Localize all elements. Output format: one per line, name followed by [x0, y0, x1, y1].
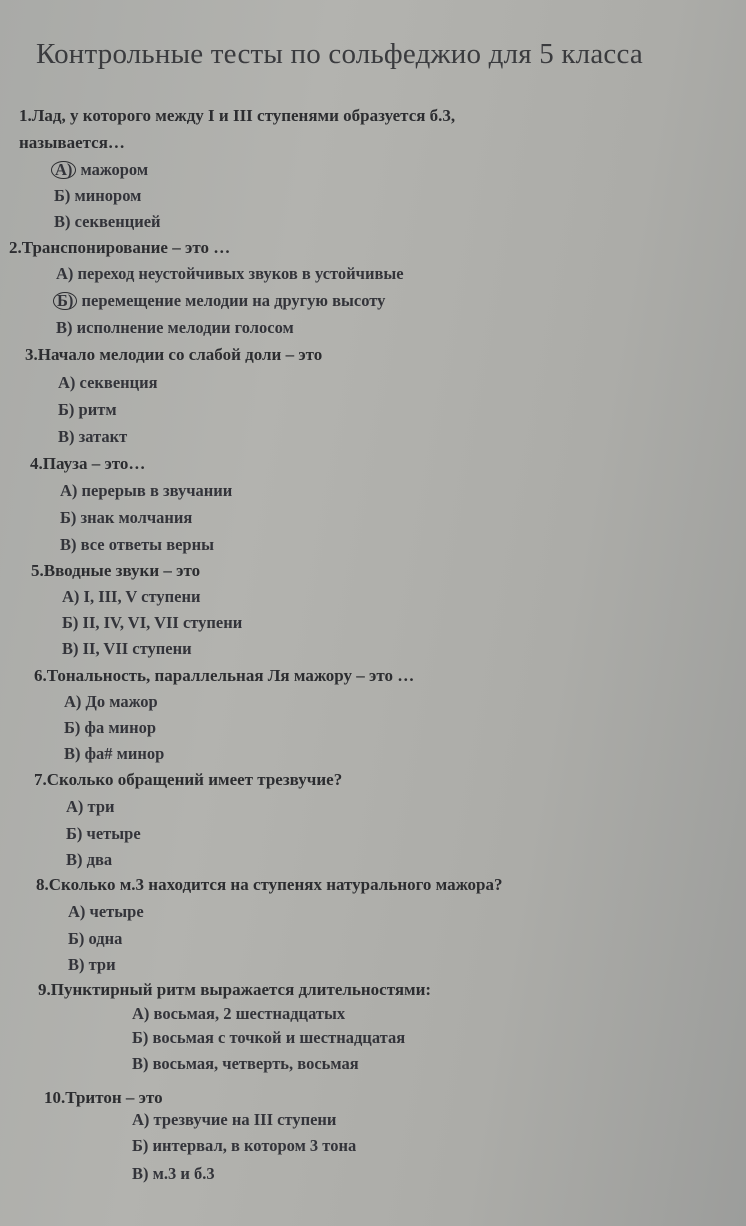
q2-option-b: Б) перемещение мелодии на другую высоту — [56, 291, 385, 311]
page-title: Контрольные тесты по сольфеджио для 5 класса — [36, 38, 643, 70]
question-7: 7.Сколько обращений имеет трезвучие? — [34, 770, 343, 789]
question-1-continued: называется… — [19, 133, 125, 152]
q7-option-a: А) три — [66, 797, 115, 816]
q1-option-c: В) секвенцией — [54, 212, 161, 231]
question-2: 2.Транспонирование – это … — [9, 238, 231, 257]
q9-option-a: А) восьмая, 2 шестнадцатых — [132, 1004, 346, 1023]
q6-option-b: Б) фа минор — [64, 718, 157, 737]
q5-option-b: Б) II, IV, VI, VII ступени — [62, 613, 243, 632]
question-9: 9.Пунктирный ритм выражается длительностями: — [38, 980, 432, 999]
q2-option-c: В) исполнение мелодии голосом — [56, 318, 294, 337]
q8-option-a: А) четыре — [68, 902, 144, 921]
question-8: 8.Сколько м.3 находится на ступенях натурального мажора? — [36, 875, 503, 894]
answer-mark: Б) — [53, 292, 77, 310]
question-6: 6.Тональность, параллельная Ля мажору – это … — [34, 666, 415, 685]
q2-option-a: А) переход неустойчивых звуков в устойчивые — [56, 264, 404, 283]
q6-option-a: А) До мажор — [64, 692, 158, 711]
question-5: 5.Вводные звуки – это — [31, 561, 201, 580]
q9-option-b: Б) восьмая с точкой и шестнадцатая — [132, 1028, 406, 1047]
q7-option-c: В) два — [66, 850, 113, 869]
q8-option-c: В) три — [68, 955, 116, 974]
question-4: 4.Пауза – это… — [30, 454, 146, 473]
answer-mark: А) — [51, 161, 76, 179]
q4-option-b: Б) знак молчания — [60, 508, 193, 527]
q3-option-b: Б) ритм — [58, 400, 117, 419]
q5-option-a: А) I, III, V ступени — [62, 587, 201, 606]
question-1: 1.Лад, у которого между I и III ступенями образуется б.3, — [19, 106, 456, 125]
q1-option-a: А) мажором — [54, 160, 148, 180]
q9-option-c: В) восьмая, четверть, восьмая — [132, 1054, 359, 1073]
q3-option-c: В) затакт — [58, 427, 128, 446]
question-3: 3.Начало мелодии со слабой доли – это — [25, 345, 323, 364]
q10-option-a: А) трезвучие на III ступени — [132, 1110, 337, 1129]
q4-option-c: В) все ответы верны — [60, 535, 214, 554]
q10-option-b: Б) интервал, в котором 3 тона — [132, 1136, 357, 1155]
q8-option-b: Б) одна — [68, 929, 123, 948]
q6-option-c: В) фа# минор — [64, 744, 165, 763]
question-10: 10.Тритон – это — [44, 1088, 163, 1107]
q7-option-b: Б) четыре — [66, 824, 141, 843]
q4-option-a: А) перерыв в звучании — [60, 481, 233, 500]
q1-option-b: Б) минором — [54, 186, 142, 205]
q3-option-a: А) секвенция — [58, 373, 158, 392]
q10-option-c: В) м.3 и б.3 — [132, 1164, 215, 1183]
q5-option-c: В) II, VII ступени — [62, 639, 192, 658]
